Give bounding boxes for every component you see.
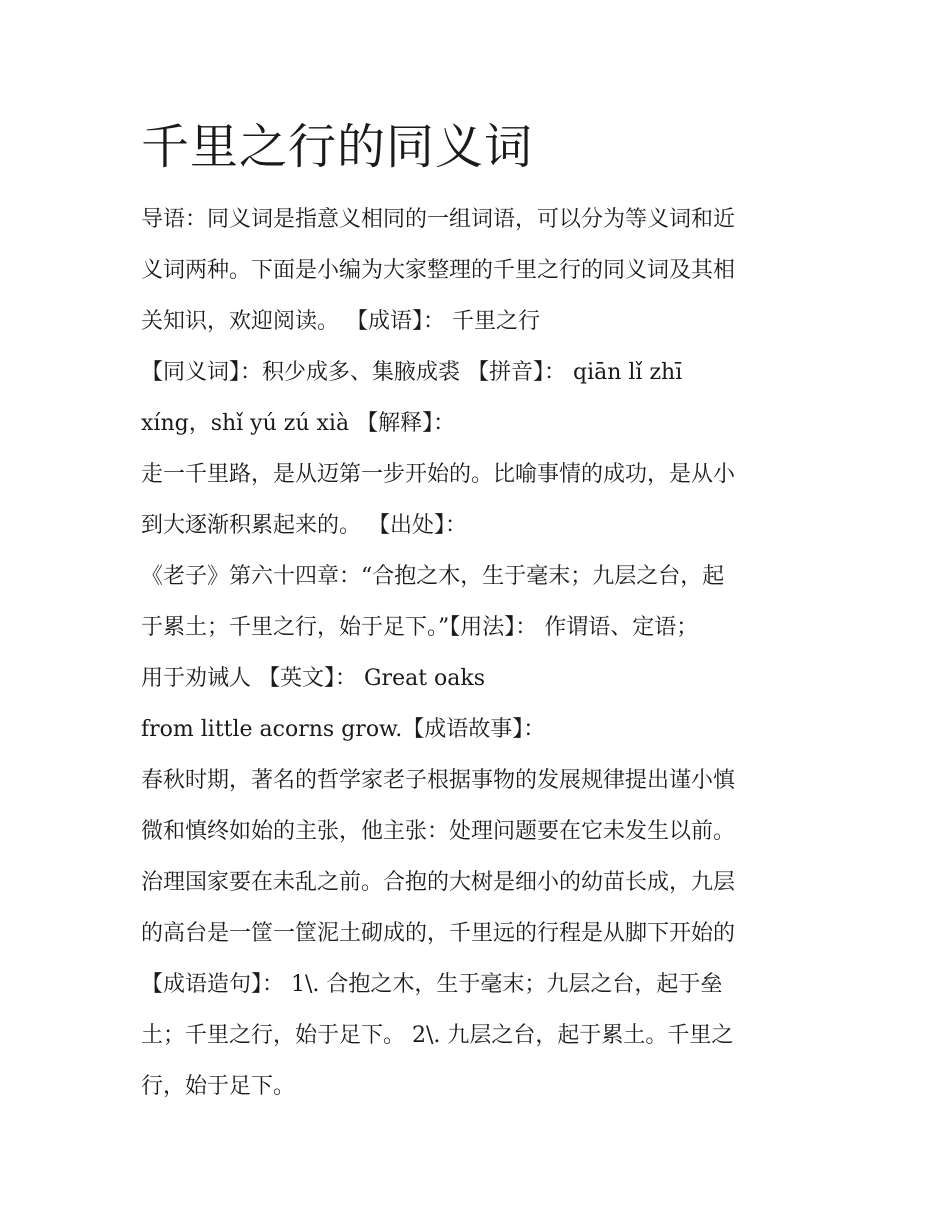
body-line: from little acorns grow.【成语故事】：	[141, 717, 546, 742]
body-line: xíng，shǐ yú zú xià 【解释】：	[141, 411, 456, 436]
body-line: 《老子》第六十四章：“合抱之木，生于毫末；九层之台，起	[141, 564, 725, 589]
document-page	[141, 112, 821, 1112]
body-line: 【同义词】：积少成多、集腋成裘 【拼音】： qiān lǐ zhī	[141, 360, 683, 385]
body-line: 土；千里之行，始于足下。 2\. 九层之台，起于累土。千里之	[141, 1023, 734, 1048]
body-line: 【成语造句】： 1\. 合抱之木，生于毫末；九层之台，起于垒	[141, 972, 723, 997]
body-line: 用于劝诫人 【英文】： Great oaks	[141, 666, 486, 691]
body-line: 行，始于足下。	[141, 1074, 296, 1099]
body-line: 义词两种。下面是小编为大家整理的千里之行的同义词及其相	[141, 258, 736, 283]
body-line: 微和慎终如始的主张，他主张：处理问题要在它未发生以前。	[141, 819, 736, 844]
body-line: 走一千里路，是从迈第一步开始的。比喻事情的成功，是从小	[141, 462, 736, 487]
body-line: 关知识，欢迎阅读。 【成语】： 千里之行	[141, 309, 540, 334]
document-body	[141, 194, 821, 1112]
body-line: 到大逐渐积累起来的。 【出处】：	[141, 513, 467, 538]
body-line: 春秋时期，著名的哲学家老子根据事物的发展规律提出谨小慎	[141, 768, 736, 793]
body-line: 的高台是一筐一筐泥土砌成的，千里远的行程是从脚下开始的	[141, 921, 736, 946]
document-title: 千里之行的同义词	[141, 119, 534, 175]
body-line: 治理国家要在未乱之前。合抱的大树是细小的幼苗长成，九层	[141, 870, 736, 895]
body-line: 于累土；千里之行，始于足下。”【用法】： 作谓语、定语；	[141, 615, 699, 640]
body-line: 导语：同义词是指意义相同的一组词语，可以分为等义词和近	[141, 207, 736, 232]
